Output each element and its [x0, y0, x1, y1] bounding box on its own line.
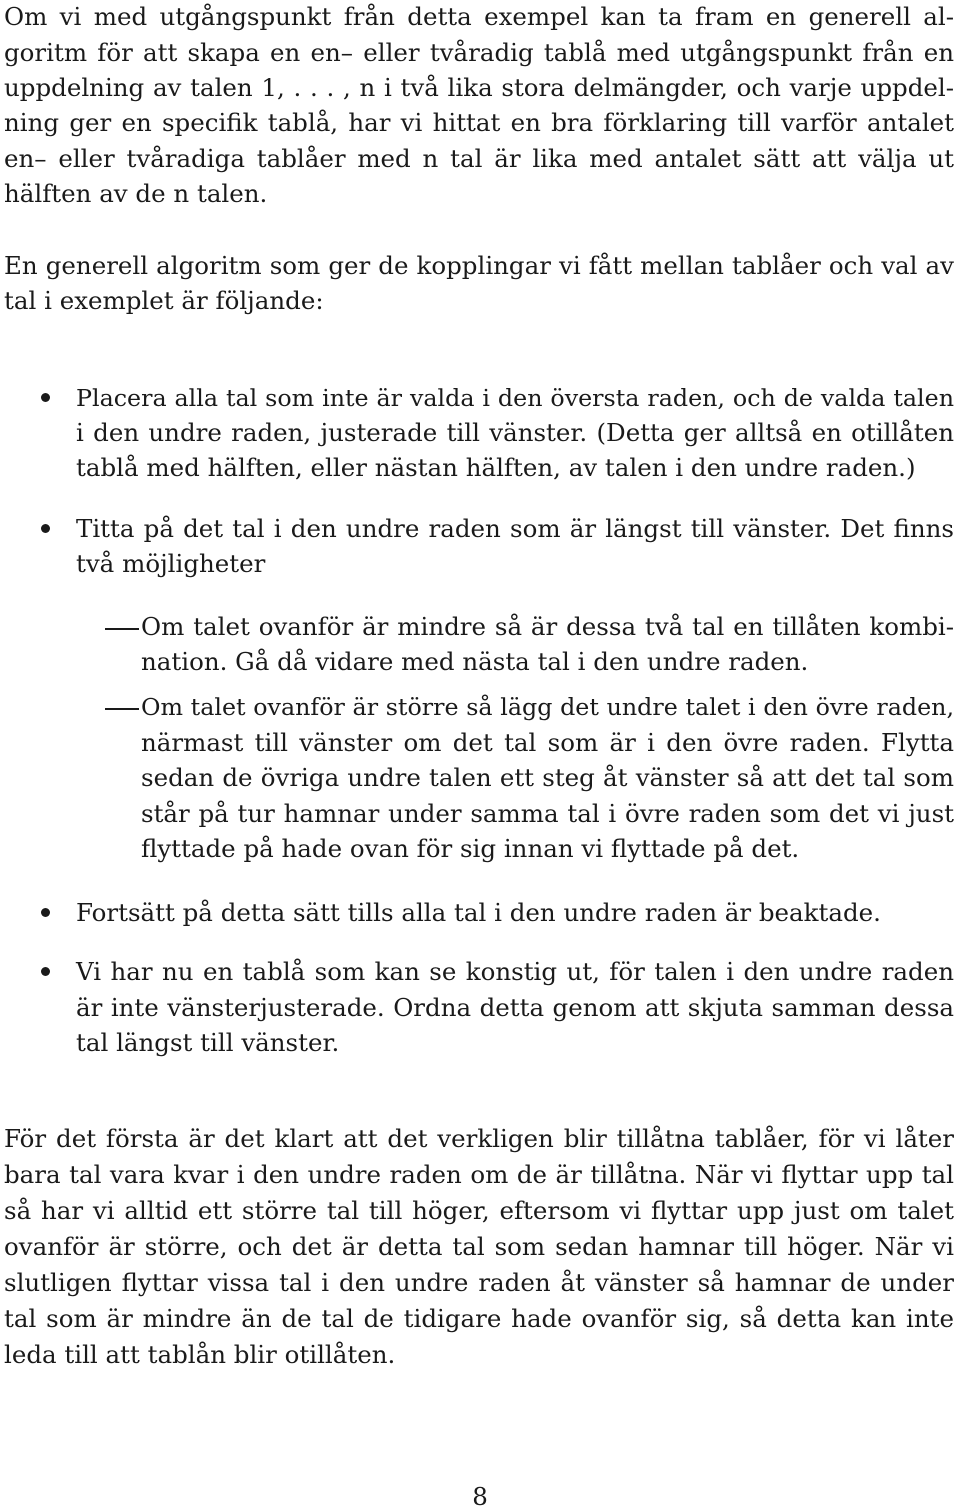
- text-line: tal som är mindre än de tal de tidigare hade ovanför sig, så detta kan inte: [4, 1304, 954, 1333]
- text-line: En generell algoritm som ger de kopplingar vi fått mellan tablåer och val av: [4, 251, 954, 280]
- text-line: tal i exemplet är följande:: [4, 286, 324, 315]
- text-line: står på tur hamnar under samma tal i övre raden som det vi just: [141, 799, 954, 828]
- text-line: ning ger en specifik tablå, har vi hittat en bra förklaring till varför antalet: [4, 108, 954, 137]
- text-line: bara tal vara kvar i den undre raden om de är tillåtna. När vi flyttar upp tal: [4, 1160, 954, 1189]
- text-line: uppdelning av talen 1, . . . , n i två lika stora delmängder, och varje uppdel-: [4, 73, 954, 102]
- text-line: Fortsätt på detta sätt tills alla tal i den undre raden är beaktade.: [76, 898, 881, 927]
- text-line: ovanför är större, och det är detta tal som sedan hamnar till höger. När vi: [4, 1232, 954, 1261]
- text-line: Om talet ovanför är mindre så är dessa två tal en tillåten kombi-: [141, 612, 954, 641]
- text-line: Om talet ovanför är större så lägg det undre talet i den övre raden,: [141, 693, 954, 721]
- text-line: i den undre raden, justerade till vänster. (Detta ger alltså en otillåten: [76, 418, 954, 447]
- text-line: så har vi alltid ett större tal till höger, eftersom vi flyttar upp just om talet: [4, 1196, 954, 1225]
- dash-icon: [105, 628, 139, 630]
- text-line: nation. Gå då vidare med nästa tal i den undre raden.: [141, 647, 809, 676]
- text-line: tablå med hälften, eller nästan hälften, av talen i den undre raden.): [76, 453, 916, 482]
- text-line: närmast till vänster om det tal som är i den övre raden. Flytta: [141, 728, 954, 757]
- text-line: en– eller tvåradiga tablåer med n tal är lika med antalet sätt att välja ut: [4, 144, 954, 173]
- dash-icon: [105, 708, 139, 710]
- text-line: goritm för att skapa en en– eller tvåradig tablå med utgångspunkt från en: [4, 38, 954, 67]
- text-line: Placera alla tal som inte är valda i den översta raden, och de valda talen: [76, 384, 954, 412]
- bullet-icon: [41, 524, 50, 533]
- text-line: Titta på det tal i den undre raden som är längst till vänster. Det finns: [76, 514, 954, 543]
- page-number: 8: [472, 1482, 488, 1511]
- text-line: flyttade på hade ovan för sig innan vi flyttade på det.: [141, 834, 800, 863]
- text-line: är inte vänsterjusterade. Ordna detta genom att skjuta samman dessa: [76, 993, 954, 1022]
- text-line: För det första är det klart att det verkligen blir tillåtna tablåer, för vi låter: [4, 1124, 954, 1153]
- text-line: två möjligheter: [76, 549, 266, 578]
- text-line: leda till att tablån blir otillåten.: [4, 1340, 396, 1369]
- text-line: sedan de övriga undre talen ett steg åt vänster så att det tal som: [141, 763, 954, 792]
- text-line: slutligen flyttar vissa tal i den undre raden åt vänster så hamnar de under: [4, 1268, 954, 1297]
- bullet-icon: [41, 967, 50, 976]
- text-line: Vi har nu en tablå som kan se konstig ut, för talen i den undre raden: [76, 957, 954, 986]
- text-line: tal längst till vänster.: [76, 1028, 340, 1057]
- text-line: Om vi med utgångspunkt från detta exempel kan ta fram en generell al-: [4, 2, 954, 31]
- bullet-icon: [41, 393, 50, 402]
- text-line: hälften av de n talen.: [4, 179, 268, 208]
- bullet-icon: [41, 908, 50, 917]
